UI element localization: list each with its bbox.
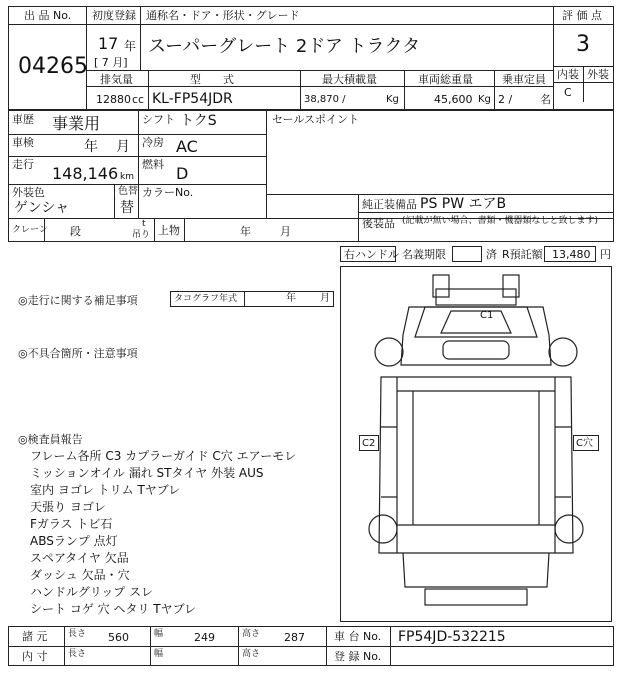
cc-label: 排気量 <box>100 73 133 86</box>
steering-value: 右ハンドル <box>344 248 399 261</box>
details-row1 <box>8 134 266 135</box>
model-name: スーパーグレート 2ドア トラクタ <box>148 36 421 57</box>
mileage-label: 走行 <box>12 158 34 171</box>
shift-label: シフト <box>142 113 175 126</box>
height-label: 高さ <box>242 629 261 639</box>
details-col-a <box>138 110 139 218</box>
gross-weight-unit: Kg <box>478 94 491 105</box>
crane-ton: t <box>142 219 146 229</box>
recycle-fee-unit: 円 <box>600 248 611 261</box>
crane-stage: 段 <box>70 225 81 238</box>
spec-col4 <box>494 70 495 110</box>
recycle-fee-value: 13,480 <box>552 248 591 261</box>
max-load-label: 最大積載量 <box>322 73 377 86</box>
gross-weight-label: 車両総重量 <box>418 73 473 86</box>
sales-point-label: セールスポイント <box>272 113 360 126</box>
spec-row-mid <box>86 86 553 87</box>
equip-col <box>358 194 359 242</box>
mark-c-hole: C穴 <box>576 438 593 449</box>
reg-month: [ 7 月] <box>94 56 128 69</box>
spec-row-top <box>86 70 553 71</box>
lot-label: 出 品 No. <box>24 9 72 22</box>
ac-label: 冷房 <box>142 136 164 149</box>
shift-value: トクS <box>180 113 217 129</box>
capacity-value: 2 / <box>498 93 513 106</box>
inspector-line: ABSランプ 点灯 <box>30 534 118 548</box>
inner-height-label: 高さ <box>242 649 261 659</box>
inspection-month: 月 <box>116 139 130 155</box>
mark-c-hole-box <box>573 435 599 451</box>
inspection-year: 年 <box>84 139 98 155</box>
aftermarket-note: (記載が無い場合、書類・機器類なしと致します) <box>402 216 599 226</box>
tacho-divider <box>244 291 245 307</box>
inspector-line: シート コゲ 穴 ヘタリ Tヤブレ <box>30 602 197 616</box>
dims-label: 諸 元 <box>22 630 48 643</box>
mileage-value: 148,146 <box>52 164 119 183</box>
footer-mid <box>8 646 614 647</box>
inspector-line: 天張り ヨゴレ <box>30 500 106 514</box>
fuel-value: D <box>176 164 189 183</box>
header-row-line <box>8 24 86 25</box>
transfer-box <box>452 246 482 262</box>
recycle-fee-label: R預託額 <box>502 248 543 261</box>
cc-value: 12880 <box>96 93 131 106</box>
color-value: ゲンシャ <box>14 200 70 216</box>
color-label: 外装色 <box>12 186 45 199</box>
model-type-label: 通称名・ドア・形状・グレード <box>146 9 300 22</box>
interior-grade: C <box>564 86 572 99</box>
inner-dims-label: 内 寸 <box>22 650 48 663</box>
inspector-label: ◎検査員報告 <box>18 433 83 446</box>
tacho-month: 月 <box>320 293 330 304</box>
grade-label: 評 価 点 <box>562 9 602 22</box>
color-no-label: カラーNo. <box>142 186 194 199</box>
footer-c2 <box>150 626 151 666</box>
gross-weight-value: 45,600 <box>434 93 473 106</box>
cc-unit: cc <box>132 93 145 106</box>
recycle-label: 済 <box>486 248 497 261</box>
inspector-line: スペアタイヤ 欠品 <box>30 551 129 565</box>
inspector-line: ミッションオイル 漏れ STタイヤ 外装 AUS <box>30 466 264 480</box>
width-label: 幅 <box>154 629 164 639</box>
history-value: 事業用 <box>52 114 101 133</box>
genuine-equip-label: 純正装備品 <box>362 198 417 211</box>
aftermarket-label: 後装品 <box>362 217 395 230</box>
mark-c1: C1 <box>480 310 494 321</box>
max-load-unit: Kg <box>386 94 399 105</box>
exterior-label: 外装 <box>587 68 609 81</box>
interior-label: 内装 <box>557 68 579 81</box>
spec-col2 <box>300 70 301 110</box>
details-col-b <box>266 110 267 218</box>
fuel-label: 燃料 <box>142 158 164 171</box>
crane-month: 月 <box>280 225 291 238</box>
max-load-value: 38,870 / <box>304 94 346 105</box>
driving-notes-label: ◎走行に関する補足事項 <box>18 294 138 307</box>
grade-mid <box>583 66 584 102</box>
crane-col2 <box>154 218 155 242</box>
equip-mid <box>358 212 614 213</box>
ac-value: AC <box>176 137 198 156</box>
footer-c5 <box>390 626 391 666</box>
header-row-line2 <box>86 24 553 25</box>
chassis-number: FP54JD-532215 <box>398 629 506 645</box>
chassis-label: 車 台 No. <box>334 630 382 643</box>
upper-body-label: 上物 <box>158 224 180 237</box>
genuine-equip-value: PS PW エアB <box>420 196 507 212</box>
reg-no-label: 登 録 No. <box>334 650 382 663</box>
crane-hang: 吊り <box>132 230 151 240</box>
crane-label: クレーン <box>12 225 48 235</box>
height-value: 287 <box>284 631 305 644</box>
truck-outline <box>341 267 611 621</box>
reg-year-unit: 年 <box>124 39 137 53</box>
footer-c3 <box>238 626 239 666</box>
length-label: 長さ <box>68 629 87 639</box>
mark-c2-box <box>359 435 379 451</box>
inspection-label: 車検 <box>12 136 34 149</box>
details-row2 <box>8 156 266 157</box>
inner-length-label: 長さ <box>68 649 87 659</box>
overall-grade: 3 <box>576 32 590 57</box>
lot-number: 04265 <box>18 54 88 79</box>
model-code: KL-FP54JDR <box>152 91 233 107</box>
grade-divider <box>553 6 554 110</box>
sales-bottom <box>266 194 614 195</box>
length-value: 560 <box>108 631 129 644</box>
details-row3 <box>8 184 266 185</box>
inner-width-label: 幅 <box>154 649 164 659</box>
tacho-year: 年 <box>286 293 296 304</box>
first-reg-label: 初度登録 <box>92 9 136 22</box>
spec-col3 <box>404 70 405 110</box>
damage-diagram <box>340 266 612 622</box>
mileage-unit: km <box>120 172 134 182</box>
footer-c1 <box>64 626 65 666</box>
inspector-line: フレーム各所 C3 カプラーガイド C穴 エアーモレ <box>30 449 297 463</box>
color-change-value: 替 <box>120 200 134 216</box>
footer-c4 <box>326 626 327 666</box>
color-change-col <box>114 184 115 218</box>
width-value: 249 <box>194 631 215 644</box>
history-label: 車歴 <box>12 113 34 126</box>
spec-col1 <box>148 70 149 110</box>
crane-col3 <box>184 218 185 242</box>
inspector-line: ダッシュ 欠品・穴 <box>30 568 130 582</box>
mark-c2: C2 <box>362 438 376 449</box>
grade-row-line <box>553 24 614 25</box>
transfer-label: 名義期限 <box>402 248 446 261</box>
inspector-line: ハンドルグリップ スレ <box>30 585 154 599</box>
capacity-label: 乗車定員 <box>502 73 546 86</box>
crane-year: 年 <box>240 225 251 238</box>
inspector-line: 室内 ヨゴレ トリム Tヤブレ <box>30 483 181 497</box>
capacity-unit: 名 <box>540 93 551 106</box>
model-code-label: 型 式 <box>190 73 234 86</box>
year-divider <box>140 6 141 70</box>
inspector-line: Fガラス トビ石 <box>30 517 113 531</box>
tacho-label: タコグラフ年式 <box>174 294 238 304</box>
reg-year: 17 <box>98 34 119 53</box>
color-change-label: 色替 <box>118 186 138 197</box>
defects-label: ◎不具合箇所・注意事項 <box>18 347 138 360</box>
